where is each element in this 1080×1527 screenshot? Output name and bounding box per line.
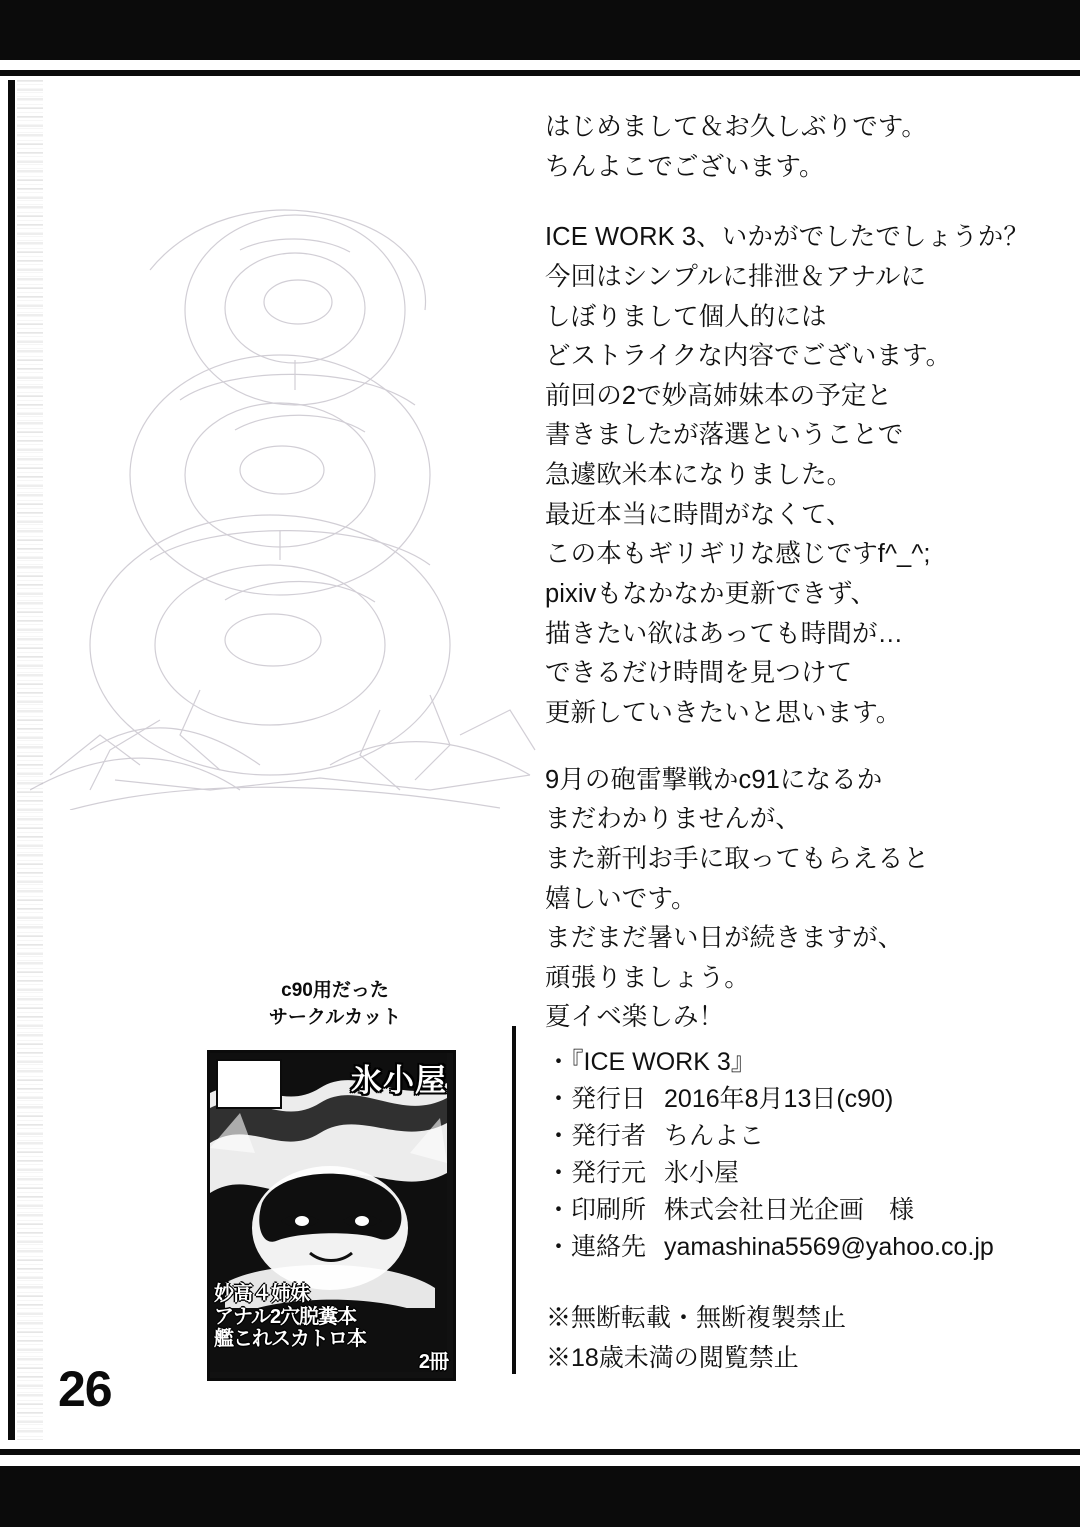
afterword-line: 今回はシンプルに排泄＆アナルに <box>545 262 927 291</box>
circle-cut-title-count: 2冊 <box>418 1351 448 1374</box>
colophon-contact-email[interactable]: yamashina5569@yahoo.co.jp <box>664 1233 994 1261</box>
colophon-label: ・印刷所 <box>546 1196 647 1224</box>
afterword-line: 夏イベ楽しみ！ <box>545 1003 725 1032</box>
colophon-value: 2016年8月13日(c90) <box>664 1085 894 1113</box>
afterword-line: 前回の2で妙高姉妹本の予定と <box>545 381 893 410</box>
afterword-line: 最近本当に時間がなくて、 <box>545 500 852 529</box>
background-sketch-illustration <box>30 190 550 810</box>
afterword-line: また新刊お手に取ってもらえると <box>545 844 930 873</box>
top-black-bar <box>0 0 1080 60</box>
afterword-line: 書きましたが落選ということで <box>545 421 904 450</box>
circle-cut-title-line: アナル2穴脱糞本 <box>214 1305 357 1328</box>
colophon-label: ・発行元 <box>546 1159 647 1187</box>
circle-cut-caption-line2: サークルカット <box>268 1006 402 1028</box>
afterword-line: 急遽欧米本になりました。 <box>545 461 853 490</box>
afterword-line: 嬉しいです。 <box>545 884 697 913</box>
colophon-row <box>546 1118 1040 1155</box>
circle-cut-title-line: 艦これスカトロ本 <box>214 1328 366 1351</box>
colophon-value: ちんよこ <box>664 1122 765 1150</box>
afterword-line: どストライクな内容でございます。 <box>545 342 952 371</box>
top-rule <box>0 70 1080 76</box>
circle-cut-caption-line1: c90用だった <box>281 980 389 1001</box>
afterword-line: 9月の砲雷撃戦かc91になるか <box>545 765 883 794</box>
colophon-notes <box>546 1298 1040 1378</box>
colophon-label: ・連絡先 <box>546 1233 647 1261</box>
afterword-line: しぼりまして個人的には <box>545 302 827 331</box>
afterword-line: できるだけ時間を見つけて <box>545 659 853 688</box>
afterword-line: まだまだ暑い日が続きますが、 <box>545 924 904 953</box>
circle-cut-title-block <box>214 1283 448 1374</box>
bottom-black-bar <box>0 1466 1080 1527</box>
colophon-row <box>546 1081 1040 1118</box>
colophon-note: ※無断転載・無断複製禁止 <box>546 1304 847 1332</box>
page-number: 26 <box>58 1361 112 1417</box>
colophon-row <box>546 1192 1040 1229</box>
afterword-text <box>545 108 1045 1038</box>
afterword-line: 描きたい欲はあっても時間が… <box>545 619 904 648</box>
afterword-line: はじめまして＆お久しぶりです。 <box>545 113 927 141</box>
afterword-line: ICE WORK 3、いかがでしたでしょうか？ <box>545 223 1029 252</box>
afterword-line: まだわかりませんが、 <box>545 805 802 834</box>
afterword-line: 頑張りましょう。 <box>545 963 750 992</box>
circle-cut-image <box>207 1050 456 1381</box>
colophon-title: ・『ICE WORK 3』 <box>546 1048 756 1076</box>
spine-bar <box>8 80 15 1440</box>
circle-cut-caption <box>205 978 465 1032</box>
colophon-label: ・発行者 <box>546 1122 647 1150</box>
circle-logo: 氷小屋 <box>351 1063 447 1098</box>
circle-cut-title-line: 妙高４姉妹 <box>214 1282 309 1305</box>
colophon-label: ・発行日 <box>546 1085 647 1113</box>
colophon-row <box>546 1155 1040 1192</box>
colophon-value: 株式会社日光企画 様 <box>664 1196 915 1224</box>
afterword-line: 更新していきたいと思います。 <box>545 698 902 727</box>
afterword-line: ちんよこでございます。 <box>545 152 825 181</box>
bottom-rule <box>0 1449 1080 1455</box>
colophon-block <box>512 1026 1040 1374</box>
colophon-value: 氷小屋 <box>664 1159 740 1187</box>
circle-cut-white-box <box>216 1059 282 1109</box>
colophon-note: ※18歳未満の閲覧禁止 <box>546 1344 799 1372</box>
afterword-line: この本もギリギリな感じですf^_^; <box>545 540 931 569</box>
colophon-row-contact <box>546 1229 1040 1266</box>
afterword-line: pixivもなかなか更新できず、 <box>545 580 877 609</box>
